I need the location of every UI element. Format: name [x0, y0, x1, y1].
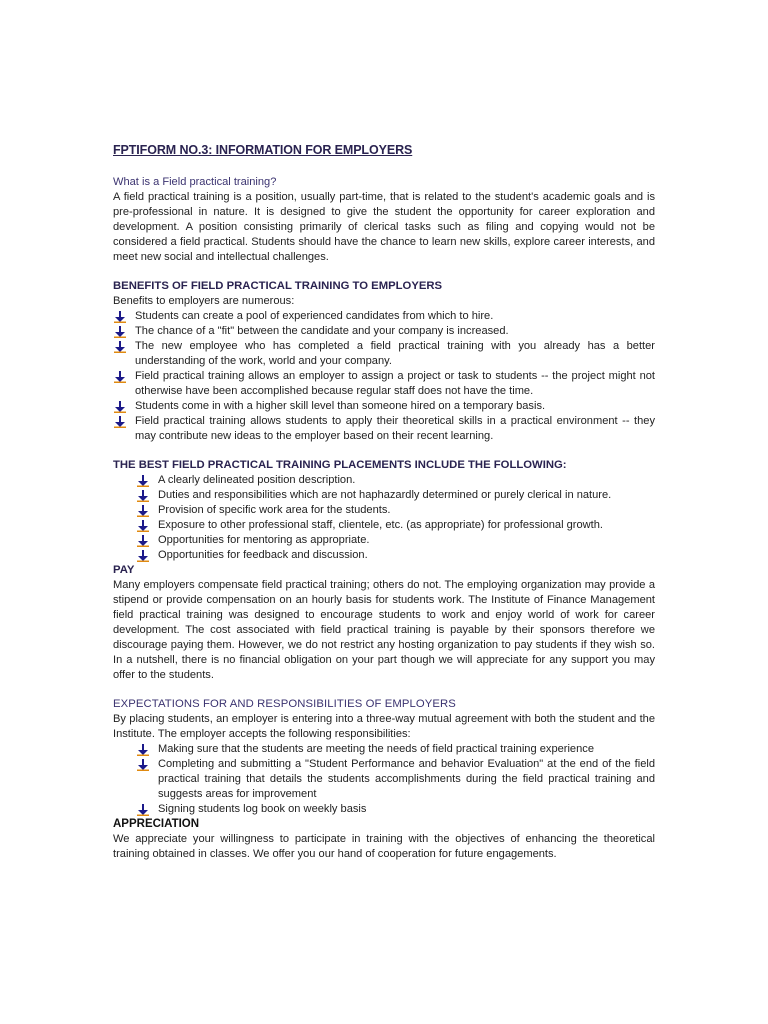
down-arrow-bullet-icon [114, 371, 126, 383]
list-item-text: Signing students log book on weekly basis [158, 803, 367, 815]
list-item [113, 757, 655, 802]
list-item-text: The chance of a "fit" between the candidate and your company is increased. [135, 325, 509, 337]
list-item [113, 309, 655, 324]
list-item [113, 339, 655, 369]
list-item-text: The new employee who has completed a field practical training with you already has a better understanding of the work, world and your company. [135, 340, 655, 367]
down-arrow-bullet-icon [114, 311, 126, 323]
list-item-text: Exposure to other professional staff, clientele, etc. (as appropriate) for professional growth. [158, 519, 604, 531]
pay-heading: PAY [113, 564, 135, 576]
benefits-heading: BENEFITS OF FIELD PRACTICAL TRAINING TO EMPLOYERS [113, 280, 443, 292]
list-item-text: Duties and responsibilities which are not haphazardly determined or purely clerical in nature. [158, 489, 612, 501]
list-item-text: Opportunities for mentoring as appropriate. [158, 534, 370, 546]
appreciation-heading: APPRECIATION [113, 818, 200, 830]
list-item-text: A clearly delineated position description. [158, 474, 356, 486]
expectations-lead: By placing students, an employer is entering into a three-way mutual agreement with both the student and the Institute. The employer accepts the following responsibilities: [113, 713, 655, 740]
benefits-list [113, 309, 655, 444]
page-title: FPTIFORM NO.3: INFORMATION FOR EMPLOYERS [113, 143, 413, 157]
list-item-text: Field practical training allows students to apply their theoretical skills in a practical environment -- they may contribute new ideas to the employer based on their recent learning. [135, 415, 655, 442]
list-item-text: Opportunities for feedback and discussion. [158, 549, 368, 561]
list-item [113, 518, 655, 533]
placements-section [113, 458, 655, 563]
list-item [113, 369, 655, 399]
list-item [113, 473, 655, 488]
expectations-list [113, 742, 655, 817]
list-item [113, 742, 655, 757]
list-item-text: Students can create a pool of experienced candidates from which to hire. [135, 310, 494, 322]
list-item-text: Students come in with a higher skill level than someone hired on a temporary basis. [135, 400, 546, 412]
list-item [113, 399, 655, 414]
down-arrow-bullet-icon [137, 550, 149, 562]
list-item [113, 503, 655, 518]
benefits-section [113, 279, 655, 444]
list-item-text: Provision of specific work area for the students. [158, 504, 391, 516]
down-arrow-bullet-icon [137, 535, 149, 547]
benefits-lead: Benefits to employers are numerous: [113, 295, 295, 307]
list-item-text: Completing and submitting a "Student Performance and behavior Evaluation" at the end of the field practical training that details the students accomplishments during the field practical training and suggests areas for improvement [158, 758, 655, 800]
expectations-section [113, 697, 655, 817]
pay-paragraph: Many employers compensate field practical training; others do not. The employing organization may provide a stipend or provide compensation on an hourly basis for students work. The Institute of Finance Management field practical training was designed to encourage students to work and enjoy world of work for career development. The cost associated with field practical training is payable by their sponsors therefore we discourage paying them. However, we do not restrict any hosting organization to pay students if they wish so. In a nutshell, there is no financial obligation on your part though we will appreciate for any support you may offer to the students. [113, 579, 655, 681]
list-item [113, 533, 655, 548]
down-arrow-bullet-icon [114, 416, 126, 428]
down-arrow-bullet-icon [137, 520, 149, 532]
down-arrow-bullet-icon [137, 505, 149, 517]
placements-heading: THE BEST FIELD PRACTICAL TRAINING PLACEMENTS INCLUDE THE FOLLOWING: [113, 459, 567, 471]
down-arrow-bullet-icon [137, 475, 149, 487]
down-arrow-bullet-icon [114, 326, 126, 338]
placements-list [113, 473, 655, 563]
list-item-text: Field practical training allows an employer to assign a project or task to students -- the project might not otherwise have been accomplished because regular staff does not have the time. [135, 370, 655, 397]
down-arrow-bullet-icon [114, 341, 126, 353]
down-arrow-bullet-icon [137, 490, 149, 502]
list-item [113, 414, 655, 444]
intro-question: What is a Field practical training? [113, 176, 277, 188]
list-item [113, 548, 655, 563]
intro-section [113, 175, 655, 265]
pay-section [113, 563, 655, 683]
list-item [113, 488, 655, 503]
intro-paragraph: A field practical training is a position, usually part-time, that is related to the student's academic goals and is pre-professional in nature. It is designed to give the student the opportunity for career exploration and development. A position consisting primarily of clerical tasks such as filing and copying would not be considered a field practical. Students should have the chance to learn new skills, explore career interests, and meet new social and intellectual challenges. [113, 191, 655, 263]
expectations-heading: EXPECTATIONS FOR AND RESPONSIBILITIES OF EMPLOYERS [113, 698, 456, 710]
appreciation-paragraph: We appreciate your willingness to participate in training with the objectives of enhancing the theoretical training obtained in classes. We offer you our hand of cooperation for future engagements. [113, 833, 655, 860]
list-item [113, 324, 655, 339]
appreciation-section [113, 817, 655, 862]
down-arrow-bullet-icon [137, 804, 149, 816]
down-arrow-bullet-icon [137, 744, 149, 756]
down-arrow-bullet-icon [137, 759, 149, 771]
down-arrow-bullet-icon [114, 401, 126, 413]
list-item [113, 802, 655, 817]
list-item-text: Making sure that the students are meeting the needs of field practical training experience [158, 743, 594, 755]
